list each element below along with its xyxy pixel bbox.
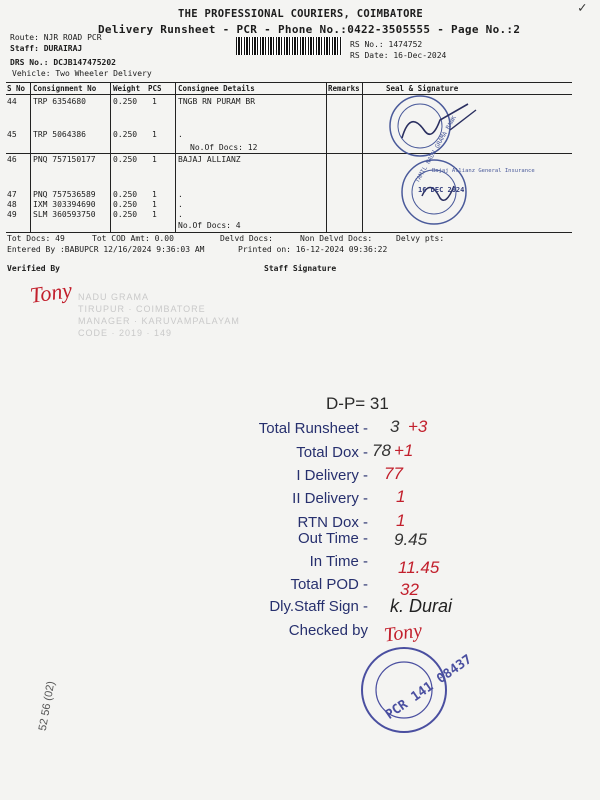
pcr-stamp-text: PCR 141 08437 xyxy=(382,652,475,723)
vehicle-label: Vehicle: Two Wheeler Delivery xyxy=(12,69,152,78)
col-header-consignment: Consignment No xyxy=(33,84,97,93)
staff-label: Staff: DURAIRAJ xyxy=(10,44,83,53)
bank-seal-text: TAMIL NADU GRAMA BANK xyxy=(413,114,458,185)
rs-number: RS No.: 1474752 xyxy=(350,40,423,49)
rtn-dox-value: 1 xyxy=(396,511,406,530)
dp-count: D-P= 31 xyxy=(326,394,389,413)
second-delivery-value: 1 xyxy=(396,487,406,506)
staff-sign-label: Dly.Staff Sign - xyxy=(269,598,368,615)
staff-signature-label: Staff Signature xyxy=(264,264,337,273)
out-time-value: 9.45 xyxy=(394,530,428,549)
docs-count-group1: No.Of Docs: 12 xyxy=(190,143,258,152)
col-header-consignee: Consignee Details xyxy=(178,84,255,93)
total-dox-label: Total Dox - xyxy=(296,444,368,461)
second-delivery-label: II Delivery - xyxy=(292,490,368,507)
total-pod-value: 32 xyxy=(400,580,419,599)
in-time-value: 11.45 xyxy=(398,558,440,577)
total-runsheet-extra: +3 xyxy=(408,417,428,436)
checked-by-label: Checked by xyxy=(288,622,368,639)
verified-by-label: Verified By xyxy=(7,264,60,273)
first-delivery-value: 77 xyxy=(384,464,403,483)
company-name: THE PROFESSIONAL COURIERS, COIMBATORE xyxy=(178,8,423,20)
col-header-weight: Weight xyxy=(113,84,141,93)
col-header-seal: Seal & Signature xyxy=(386,84,459,93)
total-dox-extra: +1 xyxy=(394,441,414,460)
total-pod-label: Total POD - xyxy=(290,576,368,593)
first-delivery-label: I Delivery - xyxy=(296,467,368,484)
total-cod-amount: Tot COD Amt: 0.00 xyxy=(92,234,174,243)
insurance-seal-date: 16 DEC 2024 xyxy=(418,186,465,194)
staff-signature: k. Durai xyxy=(390,596,453,616)
non-delivered-docs: Non Delvd Docs: xyxy=(300,234,373,243)
col-header-remarks: Remarks xyxy=(328,84,360,93)
entered-by: Entered By :BABUPCR 12/16/2024 9:36:03 AM xyxy=(7,245,205,254)
in-time-label: In Time - xyxy=(309,553,368,570)
insurance-seal-text: Bajaj Allianz General Insurance xyxy=(432,168,535,174)
col-header-pcs: PCS xyxy=(148,84,162,93)
delivery-points: Delvy pts: xyxy=(396,234,445,243)
total-runsheet-label: Total Runsheet - xyxy=(258,420,368,437)
printed-on: Printed on: 16-12-2024 09:36:22 xyxy=(238,245,388,254)
barcode-image xyxy=(236,37,342,55)
margin-note: 52 56 (02) xyxy=(36,680,58,732)
col-header-sno: S No xyxy=(7,84,26,93)
drs-number: DRS No.: DCJB147475202 xyxy=(10,58,116,67)
route-label: Route: NJR ROAD PCR xyxy=(10,33,102,42)
out-time-label: Out Time - xyxy=(297,530,368,547)
verifier-initials: Tony xyxy=(28,277,74,308)
delivered-docs: Delvd Docs: xyxy=(220,234,273,243)
check-mark-icon: ✓ xyxy=(578,0,587,16)
rtn-dox-label: RTN Dox - xyxy=(297,514,368,531)
rs-date: RS Date: 16-Dec-2024 xyxy=(350,51,447,60)
total-runsheet-value: 3 xyxy=(390,417,400,436)
docs-count-group2: No.Of Docs: 4 xyxy=(178,221,241,230)
checker-initials: Tony xyxy=(382,619,424,647)
total-dox-value: 78 xyxy=(372,441,391,460)
total-docs: Tot Docs: 49 xyxy=(7,234,65,243)
runsheet-title: Delivery Runsheet - PCR - Phone No.:0422-3505555 - Page No.:2 xyxy=(98,23,521,36)
